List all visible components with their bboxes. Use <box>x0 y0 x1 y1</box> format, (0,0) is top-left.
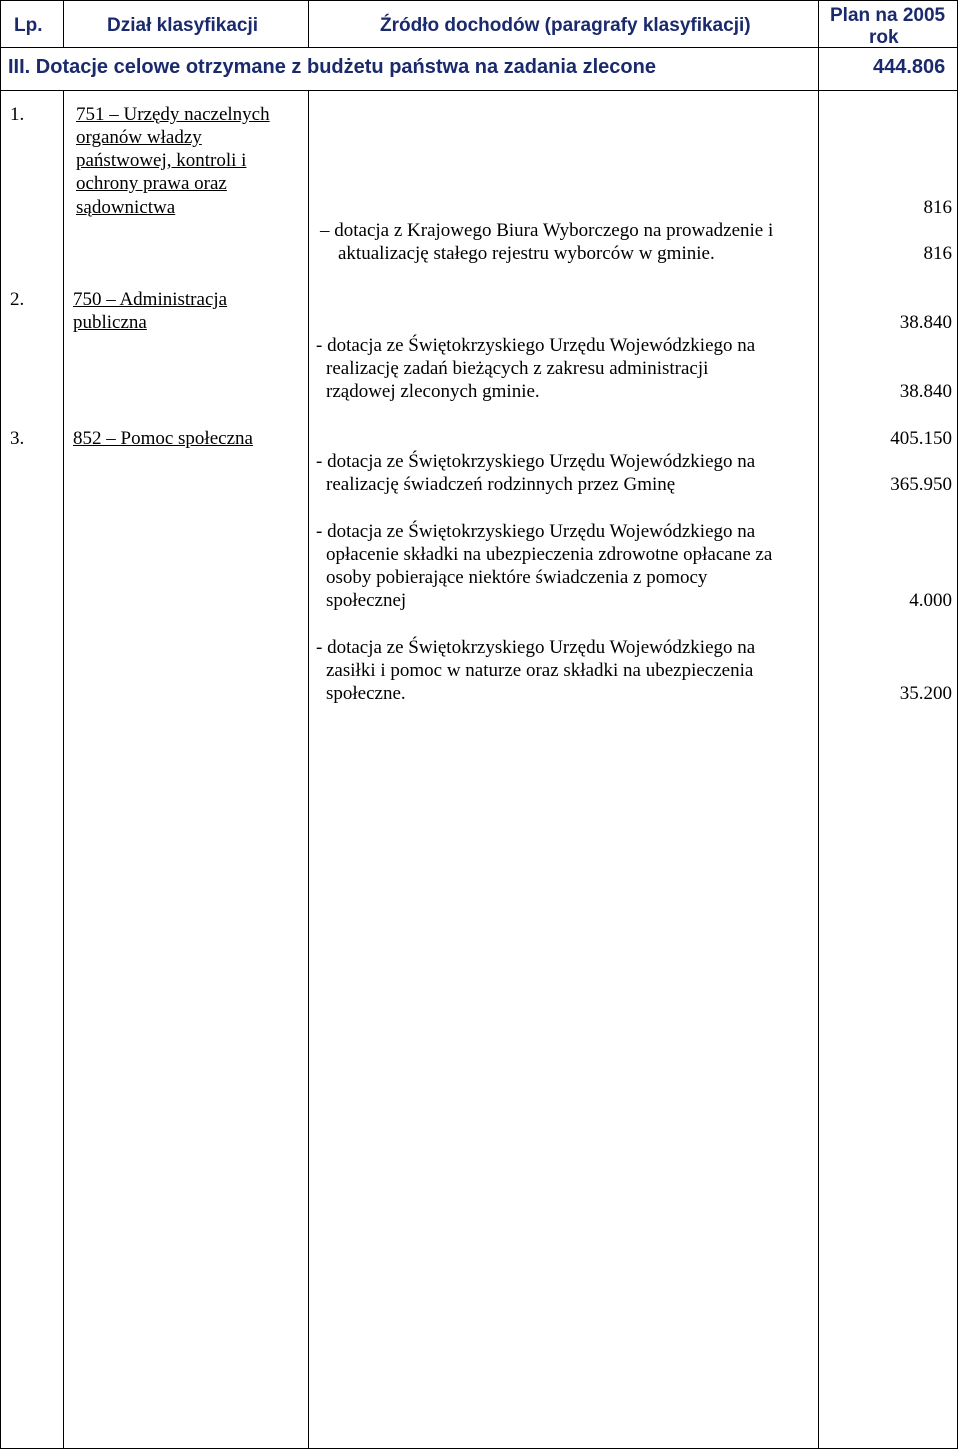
column-divider <box>818 0 819 1449</box>
section-title: III. Dotacje celowe otrzymane z budżetu państwa na zadania zlecone <box>8 56 656 78</box>
item-amount: 365.950 <box>890 474 952 495</box>
item-line: aktualizację stałego rejestru wyborców w gminie. <box>338 243 715 264</box>
item-line: rządowej zleconych gminie. <box>326 381 540 402</box>
item-amount: 816 <box>923 243 952 264</box>
dzial-total: 405.150 <box>890 428 952 449</box>
dzial-line: 750 – Administracja <box>73 289 228 310</box>
dzial-line: ochrony prawa oraz <box>76 173 227 194</box>
item-amount: 38.840 <box>899 381 952 402</box>
dzial-line: państwowej, kontroli i <box>76 150 247 171</box>
item-line: – dotacja z Krajowego Biura Wyborczego na prowadzenie i <box>320 220 774 241</box>
dzial-line: organów władzy <box>76 127 202 148</box>
header-plan-line2: rok <box>869 27 899 48</box>
dzial-line: 751 – Urzędy naczelnych <box>76 104 270 125</box>
dzial-line: sądownictwa <box>76 197 176 218</box>
section-total: 444.806 <box>873 56 946 78</box>
column-divider <box>63 90 64 1449</box>
row-lp: 3. <box>10 428 25 449</box>
item-amount: 35.200 <box>899 683 952 704</box>
item-line: - dotacja ze Świętokrzyskiego Urzędu Wojewódzkiego na <box>316 451 756 472</box>
dzial-total: 38.840 <box>899 312 952 333</box>
item-line: - dotacja ze Świętokrzyskiego Urzędu Wojewódzkiego na <box>316 521 756 542</box>
header-plan-line1: Plan na 2005 <box>830 5 946 26</box>
item-line: społecznej <box>326 590 407 611</box>
header-dzial: Dział klasyfikacji <box>107 15 259 36</box>
item-amount: 4.000 <box>909 590 952 611</box>
column-divider <box>308 0 309 47</box>
row-lp: 2. <box>10 289 25 310</box>
row-lp: 1. <box>10 104 25 125</box>
row-divider <box>0 90 958 91</box>
dzial-total: 816 <box>923 197 952 218</box>
item-line: zasiłki i pomoc w naturze oraz składki na ubezpieczenia <box>326 660 754 681</box>
header-zrodlo: Źródło dochodów (paragrafy klasyfikacji) <box>380 15 751 36</box>
dzial-line: publiczna <box>73 312 147 333</box>
item-line: opłacenie składki na ubezpieczenia zdrowotne opłacane za <box>326 544 773 565</box>
dzial-line: 852 – Pomoc społeczna <box>73 428 253 449</box>
item-line: - dotacja ze Świętokrzyskiego Urzędu Wojewódzkiego na <box>316 335 756 356</box>
row-divider <box>0 47 958 48</box>
item-line: - dotacja ze Świętokrzyskiego Urzędu Wojewódzkiego na <box>316 637 756 658</box>
item-line: osoby pobierające niektóre świadczenia z pomocy <box>326 567 708 588</box>
item-line: realizację świadczeń rodzinnych przez Gminę <box>326 474 676 495</box>
item-line: społeczne. <box>326 683 406 704</box>
column-divider <box>308 90 309 1449</box>
item-line: realizację zadań bieżących z zakresu administracji <box>326 358 709 379</box>
header-lp: Lp. <box>14 15 43 36</box>
column-divider <box>63 0 64 47</box>
